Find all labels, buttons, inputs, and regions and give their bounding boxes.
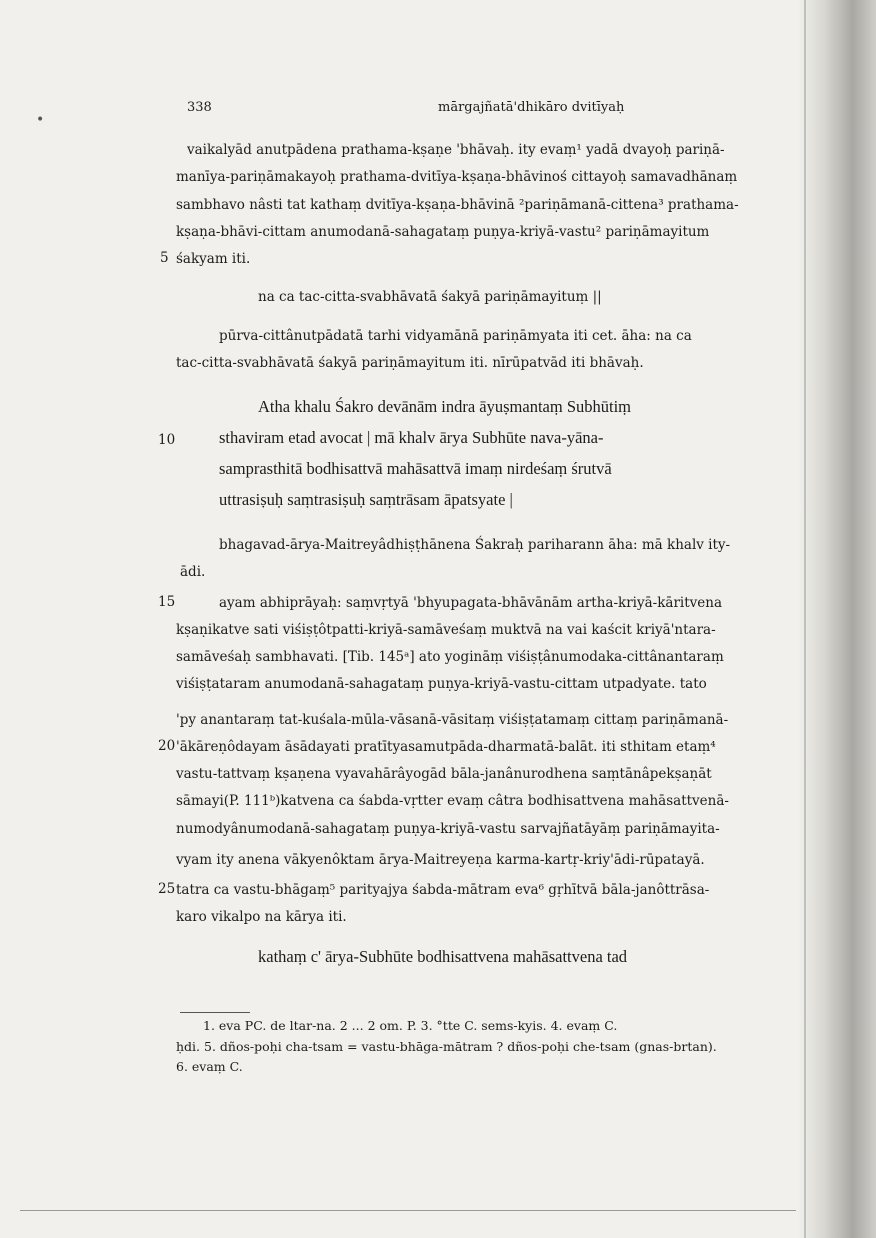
text-line: ādi. xyxy=(180,564,206,580)
text-line: tatra ca vastu-bhāgaṃ⁵ parityajya śabda-mātram eva⁶ gṛhītvā bāla-janôttrāsa- xyxy=(176,882,710,898)
line-number: 15 xyxy=(158,594,176,610)
scan-bottom-line xyxy=(20,1210,796,1211)
text-line: kṣaṇa-bhāvi-cittam anumodanā-sahagataṃ puṇya-kriyā-vastu² pariṇāmayitum xyxy=(176,224,710,240)
sutra-line: uttrasiṣuḥ saṃtrasiṣuḥ saṃtrāsam āpatsyate | xyxy=(219,490,513,509)
footnote-line: ḥdi. 5. dños-poḥi cha-tsam = vastu-bhāga-mātram ? dños-poḥi che-tsam (gnas-brtan). xyxy=(176,1039,717,1054)
sutra-line: sthaviram etad avocat | mā khalv ārya Subhūte nava-yāna- xyxy=(219,428,604,447)
sutra-line: samprasthitā bodhisattvā mahāsattvā imaṃ nirdeśaṃ śrutvā xyxy=(219,459,612,478)
line-number: 10 xyxy=(158,432,176,448)
line-number: 20 xyxy=(158,738,176,754)
text-line: manīya-pariṇāmakayoḥ prathama-dvitīya-kṣaṇa-bhāvinoś cittayoḥ samavadhānaṃ xyxy=(176,169,738,185)
text-line: samāveśaḥ sambhavati. [Tib. 145ᵃ] ato yogināṃ viśiṣṭânumodaka-cittânantaraṃ xyxy=(176,649,724,665)
text-line: śakyam iti. xyxy=(176,251,251,267)
text-line: vastu-tattvaṃ kṣaṇena vyavahārâyogād bāla-janânurodhena saṃtānâpekṣaṇāt xyxy=(176,766,712,782)
scan-speck: • xyxy=(36,112,45,128)
sutra-line: kathaṃ c' ārya-Subhūte bodhisattvena mahāsattvena tad xyxy=(258,947,628,966)
text-line: 'py anantaraṃ tat-kuśala-mūla-vāsanā-vāsitaṃ viśiṣṭatamaṃ cittaṃ pariṇāmanā- xyxy=(176,712,729,728)
binding-line xyxy=(804,0,806,1238)
footnote-line: 6. evaṃ C. xyxy=(176,1059,243,1074)
text-line: vyam ity anena vākyenôktam ārya-Maitreyeṇa karma-kartṛ-kriy'ādi-rūpatayā. xyxy=(176,852,705,868)
text-line: ayam abhiprāyaḥ: saṃvṛtyā 'bhyupagata-bhāvānām artha-kriyā-kāritvena xyxy=(219,595,723,611)
page-shadow-edge xyxy=(798,0,876,1238)
text-line: tac-citta-svabhāvatā śakyā pariṇāmayitum iti. nīrūpatvād iti bhāvaḥ. xyxy=(176,355,644,371)
sutra-line: Atha khalu Śakro devānām indra āyuṣmantaṃ Subhūtiṃ xyxy=(258,397,632,416)
line-number: 25 xyxy=(158,881,176,897)
text-line: sāmayi(P. 111ᵇ)katvena ca śabda-vṛtter evaṃ câtra bodhisattvena mahāsattvenā- xyxy=(176,793,729,809)
text-line: sambhavo nâsti tat kathaṃ dvitīya-kṣaṇa-bhāvinā ²pariṇāmanā-cittena³ prathama- xyxy=(176,197,739,213)
text-line: bhagavad-ārya-Maitreyâdhiṣṭhānena Śakraḥ pariharann āha: mā khalv ity- xyxy=(219,537,731,553)
text-line: karo vikalpo na kārya iti. xyxy=(176,909,347,925)
footnote-rule xyxy=(180,1012,250,1013)
line-number: 5 xyxy=(160,250,169,266)
text-line: 'ākāreṇôdayam āsādayati pratītyasamutpāda-dharmatā-balāt. iti sthitam etaṃ⁴ xyxy=(176,739,716,755)
running-title: mārgajñatā'dhikāro dvitīyaḥ xyxy=(438,100,625,115)
page-number: 338 xyxy=(187,100,212,115)
text-line: numodyânumodanā-sahagataṃ puṇya-kriyā-vastu sarvajñatāyāṃ pariṇāmayita- xyxy=(176,821,720,837)
text-line: kṣaṇikatve sati viśiṣṭôtpatti-kriyā-samāveśaṃ muktvā na vai kaścit kriyā'ntara- xyxy=(176,622,716,638)
text-line: pūrva-cittânutpādatā tarhi vidyamānā pariṇāmyata iti cet. āha: na ca xyxy=(219,328,692,344)
verse-line: na ca tac-citta-svabhāvatā śakyā pariṇāmayituṃ || xyxy=(258,289,602,305)
text-line: viśiṣṭataram anumodanā-sahagataṃ puṇya-kriyā-vastu-cittam utpadyate. tato xyxy=(176,676,707,692)
footnote-line: 1. eva PC. de ltar-na. 2 ... 2 om. P. 3. °tte C. sems-kyis. 4. evaṃ C. xyxy=(203,1018,618,1033)
text-line: vaikalyād anutpādena prathama-kṣaṇe 'bhāvaḥ. ity evaṃ¹ yadā dvayoḥ pariṇā- xyxy=(187,142,725,158)
